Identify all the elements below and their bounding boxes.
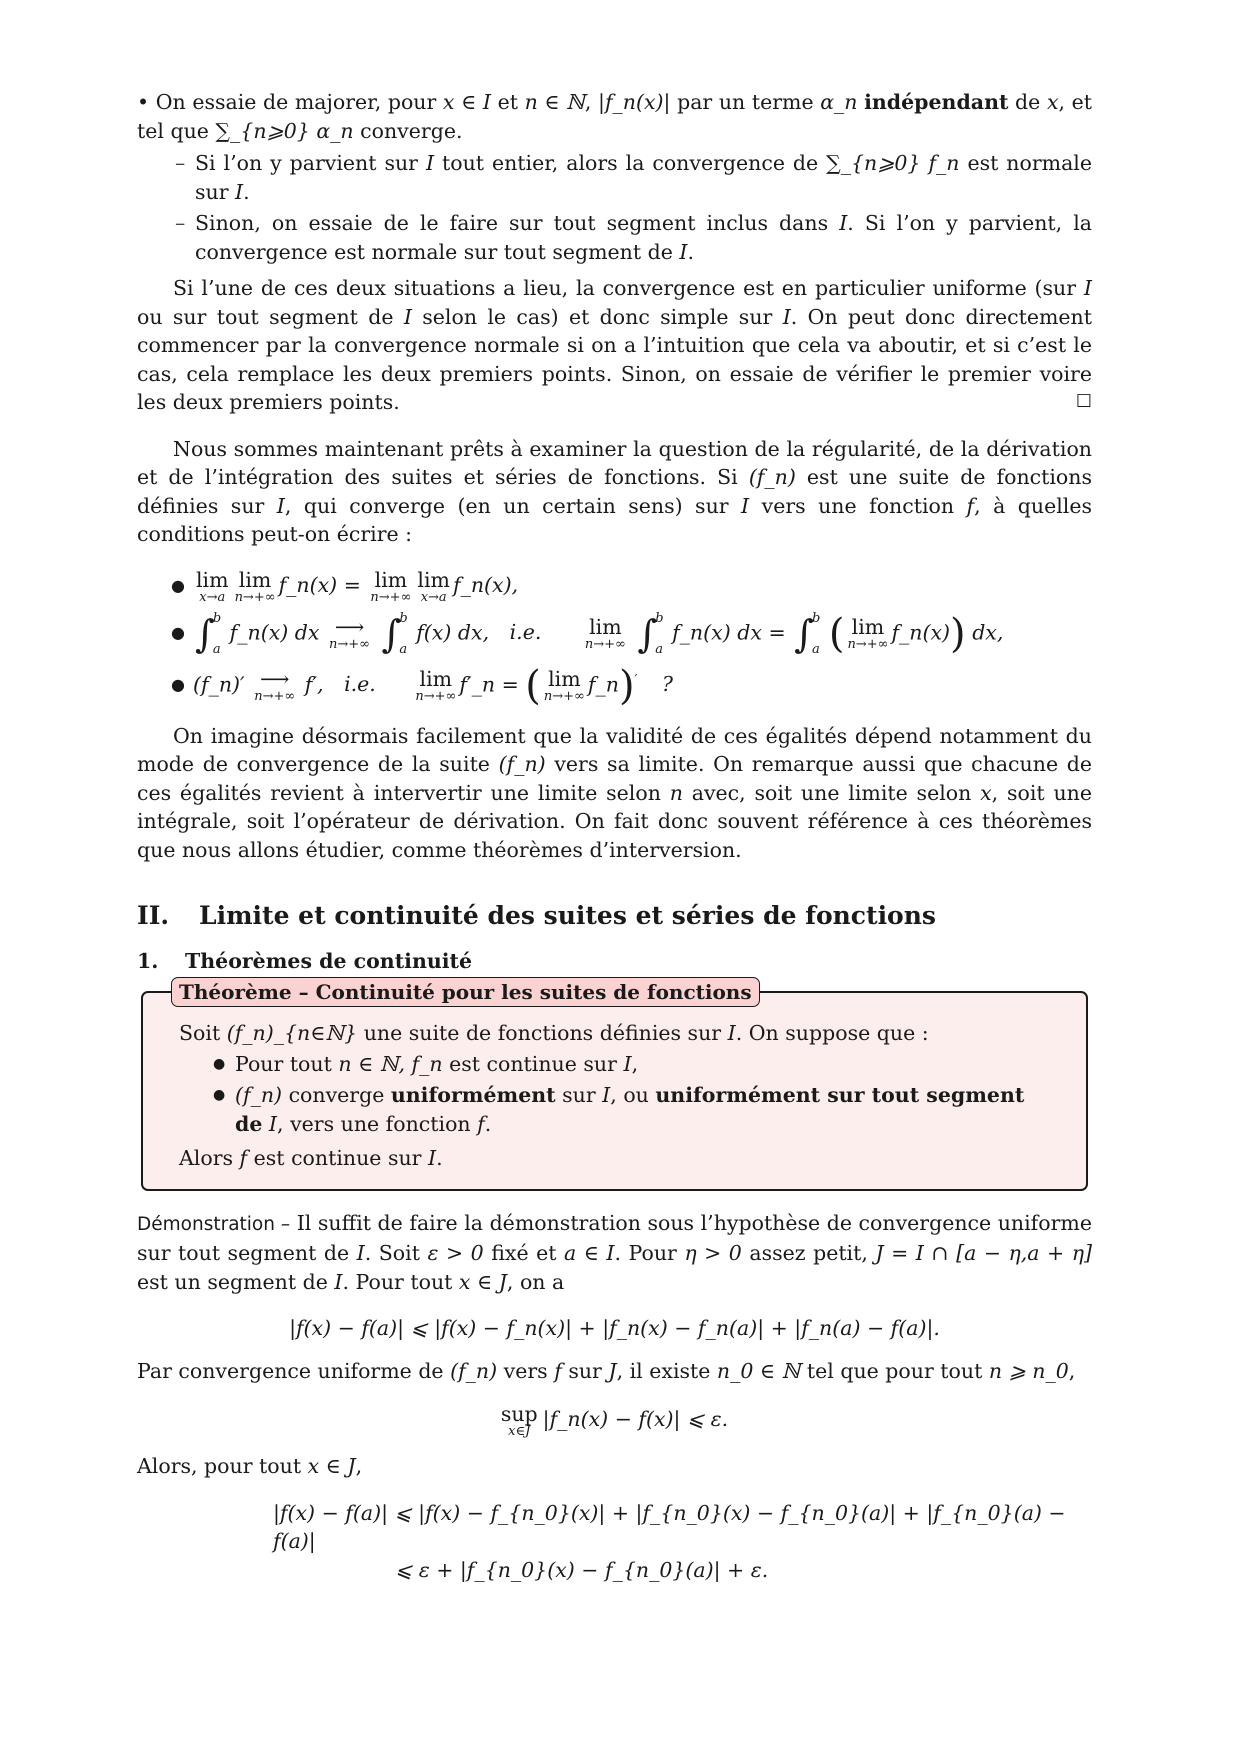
text: . Soit bbox=[364, 1241, 428, 1265]
proof-label: Démonstration – bbox=[137, 1213, 291, 1235]
paragraph-regularity bbox=[137, 435, 1092, 549]
paragraph-situations bbox=[137, 274, 1092, 417]
formula-body bbox=[193, 612, 1003, 656]
bullet-paragraph bbox=[137, 88, 1092, 145]
arrow-sub: n→+∞ bbox=[254, 689, 296, 704]
lim-sub: n→+∞ bbox=[415, 689, 457, 704]
math: J = I ∩ [a − η,a + η] bbox=[875, 1241, 1092, 1265]
big-paren: ) bbox=[950, 610, 966, 657]
lim-sub: x→a bbox=[420, 589, 447, 605]
text: , bbox=[355, 1454, 363, 1478]
subsection-heading bbox=[137, 947, 1092, 976]
big-paren: ( bbox=[525, 662, 541, 709]
dash-marker: – bbox=[175, 211, 186, 235]
prime: ′ bbox=[634, 672, 638, 688]
math: (f_n) bbox=[498, 752, 546, 776]
math: f_n(x) bbox=[278, 572, 338, 597]
math: I bbox=[427, 1146, 437, 1170]
math: f′, bbox=[304, 672, 324, 696]
question-mark: ? bbox=[662, 672, 674, 696]
bullet-marker: ● bbox=[213, 1087, 226, 1103]
hypothesis-item bbox=[213, 1081, 1050, 1138]
math: J bbox=[608, 1358, 617, 1383]
ie-text: i.e. bbox=[344, 672, 376, 696]
text: . Pour bbox=[614, 1241, 685, 1265]
aligned-line-2: ⩽ ε + |f_{n_0}(x) − f_{n_0}(a)| + ε. bbox=[395, 1557, 769, 1582]
math: I bbox=[741, 493, 750, 518]
display-equation-aligned bbox=[137, 1499, 1092, 1585]
text: . On peut donc directement commencer par la convergence normale si on a l’intuition que cela va aboutir, et si c’est le cas, cela remplace les deux premiers points. Sinon, on essaie de vérifier le premier voire les deux premiers points. bbox=[137, 304, 1092, 414]
int-glyph: ∫ bbox=[637, 611, 658, 656]
lower-bound: a bbox=[212, 641, 221, 657]
int-glyph: ∫ bbox=[794, 611, 814, 656]
text: sur bbox=[555, 1083, 603, 1107]
math: f bbox=[554, 1358, 562, 1383]
integral-sign bbox=[794, 612, 820, 656]
lim-word: lim bbox=[419, 667, 453, 691]
text: converge. bbox=[353, 118, 463, 143]
lim-sub: x→a bbox=[199, 589, 226, 605]
lower-bound: a bbox=[811, 641, 820, 657]
math: f_n(x) bbox=[891, 620, 951, 644]
int-glyph: ∫ bbox=[195, 611, 215, 656]
math: ∑_{n⩾0} α_n bbox=[215, 118, 354, 143]
upper-bound: b bbox=[399, 610, 408, 626]
subsection-number: 1. bbox=[137, 948, 159, 973]
text: Pour tout bbox=[235, 1051, 339, 1076]
math: f_n(x) bbox=[452, 572, 512, 597]
lower-bound: a bbox=[399, 641, 408, 657]
display-equation-triangle: |f(x) − f(a)| ⩽ |f(x) − f_n(x)| + |f_n(x) − f_n(a)| + |f_n(a) − f(a)|. bbox=[289, 1316, 940, 1340]
aligned-line-1: |f(x) − f(a)| ⩽ |f(x) − f_{n_0}(x)| + |f_{n_0}(x) − f_{n_0}(a)| + |f_{n_0}(a) − f(a)| bbox=[273, 1500, 1066, 1553]
text: fixé et bbox=[483, 1241, 564, 1265]
formula-body bbox=[193, 569, 518, 604]
text: . bbox=[243, 179, 250, 204]
bullet-marker: ● bbox=[171, 675, 185, 695]
theorem-box bbox=[141, 980, 1088, 1191]
math: = bbox=[768, 620, 786, 644]
int-bounds bbox=[399, 612, 407, 656]
interversion-formulas bbox=[171, 569, 1092, 708]
theorem-hypotheses bbox=[179, 1050, 1050, 1139]
math: I bbox=[602, 1083, 611, 1107]
text: , à quelles conditions peut-on écrire : bbox=[137, 493, 1093, 546]
math: I bbox=[782, 304, 791, 329]
text: vers une fonction bbox=[749, 493, 967, 518]
lim-operator bbox=[544, 668, 585, 703]
math: dx, bbox=[972, 620, 1004, 644]
math: n_0 ∈ ℕ bbox=[716, 1358, 801, 1383]
lim-word: lim bbox=[417, 567, 450, 592]
bullet-marker: ● bbox=[171, 575, 185, 595]
upper-bound: b bbox=[655, 610, 664, 626]
text: Si l’une de ces deux situations a lieu, la convergence est en particulier uniforme (sur bbox=[173, 276, 1084, 300]
theorem-conclusion bbox=[179, 1144, 1050, 1173]
section-title: Limite et continuité des suites et séries de fonctions bbox=[199, 901, 936, 930]
math: f bbox=[966, 493, 975, 518]
lim-sub: n→+∞ bbox=[234, 589, 276, 605]
subsection-title: Théorèmes de continuité bbox=[185, 948, 473, 973]
text: tout entier, alors la convergence de bbox=[434, 151, 827, 175]
text: . On suppose que : bbox=[735, 1021, 929, 1045]
lim-word: lim bbox=[589, 615, 622, 639]
text: tel que pour tout bbox=[800, 1358, 989, 1383]
text: , bbox=[584, 90, 599, 114]
lim-sub: n→+∞ bbox=[543, 689, 585, 704]
lim-operator bbox=[370, 569, 411, 604]
lim-sub: n→+∞ bbox=[370, 589, 412, 605]
int-bounds bbox=[812, 612, 820, 656]
sup-sub: x∈J bbox=[508, 1424, 531, 1439]
text: , vers une fonction bbox=[277, 1111, 478, 1136]
math: f_n bbox=[587, 672, 619, 696]
math: f′_n bbox=[459, 672, 496, 696]
integral-sign bbox=[637, 612, 663, 656]
ie-text: i.e. bbox=[509, 620, 542, 644]
arrow-operator bbox=[329, 616, 370, 651]
math: x ∈ J bbox=[458, 1269, 507, 1294]
text: sur bbox=[561, 1358, 609, 1383]
text: selon le cas) et donc simple sur bbox=[411, 304, 783, 329]
bold-text: uniformément sur tout segment de bbox=[235, 1083, 1025, 1136]
math: = bbox=[343, 572, 361, 597]
math: I bbox=[679, 239, 688, 264]
lim-operator bbox=[417, 569, 450, 604]
math: I bbox=[839, 211, 848, 235]
formula-body bbox=[193, 664, 673, 708]
text: , on a bbox=[506, 1269, 565, 1294]
text: est continue sur bbox=[442, 1051, 624, 1076]
dash-marker: – bbox=[175, 151, 186, 175]
math: x bbox=[980, 780, 992, 805]
lim-operator bbox=[415, 668, 456, 703]
math: x ∈ I bbox=[442, 90, 491, 114]
text: , qui converge (en un certain sens) sur bbox=[284, 493, 742, 518]
text: est normale sur bbox=[195, 151, 1092, 204]
text: assez petit, bbox=[741, 1241, 876, 1265]
dash-list bbox=[137, 149, 1092, 266]
text: Nous sommes maintenant prêts à examiner la question de la régularité, de la dérivation et de l’intégration des suites et séries de fonctions. Si bbox=[137, 436, 1092, 489]
math: (f_n)_{n∈ℕ} bbox=[226, 1021, 358, 1045]
int-glyph: ∫ bbox=[381, 611, 402, 656]
hypothesis-item bbox=[213, 1050, 1050, 1079]
text: est un segment de bbox=[137, 1269, 335, 1294]
text: , ou bbox=[610, 1083, 656, 1107]
text: est une suite de fonctions définies sur bbox=[137, 465, 1093, 518]
math: n bbox=[669, 780, 683, 805]
math: α_n bbox=[820, 90, 858, 114]
bold-text: indépendant bbox=[864, 90, 1009, 114]
text: une suite de fonctions définies sur bbox=[357, 1021, 728, 1045]
qed-square: ☐ bbox=[1075, 391, 1092, 412]
text: converge bbox=[282, 1083, 391, 1107]
text: . Si l’on y parvient, la convergence est normale sur tout segment de bbox=[195, 211, 1092, 264]
math: I bbox=[1083, 276, 1092, 300]
math: I bbox=[356, 1241, 365, 1265]
lim-sub: n→+∞ bbox=[847, 637, 889, 652]
big-paren: ( bbox=[828, 610, 845, 657]
lim-sub: n→+∞ bbox=[584, 637, 626, 652]
math: (f_n) bbox=[748, 465, 796, 489]
math: I bbox=[334, 1269, 343, 1294]
math: f bbox=[239, 1146, 248, 1170]
math: I bbox=[276, 493, 285, 518]
math: ∑_{n⩾0} f_n bbox=[826, 151, 960, 175]
math: (f_n)′ bbox=[193, 672, 245, 696]
bold-text: uniformément bbox=[390, 1083, 556, 1107]
text: Si l’on y parvient sur bbox=[195, 151, 426, 175]
text: de bbox=[1008, 90, 1047, 114]
math: x bbox=[1046, 90, 1059, 114]
big-paren: ) bbox=[618, 662, 635, 709]
formula-integrals bbox=[171, 612, 1092, 656]
proof-paragraph bbox=[137, 1209, 1092, 1297]
arrow-operator bbox=[254, 668, 295, 703]
lim-word: lim bbox=[548, 667, 581, 691]
math: I bbox=[268, 1111, 278, 1136]
text: et bbox=[490, 90, 525, 114]
lim-operator bbox=[196, 569, 229, 604]
text: vers bbox=[497, 1358, 555, 1383]
display-equation-sup bbox=[137, 1403, 1092, 1438]
math: η > 0 bbox=[684, 1241, 742, 1265]
sup-word: sup bbox=[500, 1402, 538, 1426]
math: f_n(x) dx bbox=[672, 620, 762, 644]
math: n ∈ ℕ, f_n bbox=[338, 1051, 443, 1076]
text: Par convergence uniforme de bbox=[137, 1358, 451, 1383]
text: , bbox=[631, 1051, 639, 1076]
proof-paragraph-then bbox=[137, 1452, 1092, 1481]
formula-derivatives bbox=[171, 664, 1092, 708]
math: I bbox=[235, 179, 244, 204]
lim-operator bbox=[585, 616, 626, 651]
arrow: ⟶ bbox=[260, 667, 290, 691]
dash-item bbox=[175, 209, 1092, 266]
dash-item bbox=[175, 149, 1092, 206]
math: |f_n(x) − f(x)| ⩽ ε. bbox=[542, 1407, 729, 1431]
math: a ∈ I bbox=[563, 1241, 615, 1265]
text: . bbox=[484, 1111, 492, 1136]
lim-word: lim bbox=[238, 567, 272, 592]
formula-limits bbox=[171, 569, 1092, 604]
math: I bbox=[403, 304, 412, 329]
text: Alors, pour tout bbox=[137, 1454, 308, 1478]
text: ou sur tout segment de bbox=[137, 304, 404, 329]
text: , il existe bbox=[616, 1358, 717, 1383]
math: n ⩾ n_0 bbox=[988, 1358, 1069, 1383]
text: avec, soit une limite selon bbox=[682, 780, 981, 805]
math: , bbox=[511, 572, 519, 597]
math: I bbox=[623, 1051, 632, 1076]
lim-operator bbox=[847, 616, 888, 651]
lower-bound: a bbox=[655, 641, 663, 657]
text: Alors bbox=[179, 1146, 240, 1170]
text: On imagine désormais facilement que la validité de ces égalités dépend notamment du mode de convergence de la suite bbox=[137, 723, 1092, 776]
theorem-intro bbox=[179, 1019, 1050, 1048]
math: |f_n(x)| bbox=[598, 90, 671, 114]
upper-bound: b bbox=[212, 610, 222, 626]
section-heading bbox=[137, 902, 1092, 931]
text: Sinon, on essaie de le faire sur tout segment inclus dans bbox=[195, 211, 840, 235]
sup-operator bbox=[501, 1403, 538, 1438]
math: (f_n) bbox=[235, 1083, 283, 1107]
document-page bbox=[137, 88, 1092, 1584]
math: x ∈ J bbox=[307, 1454, 356, 1478]
proof-paragraph-uniform bbox=[137, 1357, 1092, 1386]
math: ε > 0 bbox=[427, 1241, 484, 1265]
int-bounds bbox=[655, 612, 663, 656]
paragraph-interversion bbox=[137, 722, 1092, 865]
math: f(x) dx, bbox=[416, 620, 490, 644]
text: • On essaie de majorer, pour bbox=[137, 90, 443, 114]
text: par un terme bbox=[670, 90, 821, 114]
text: . Pour tout bbox=[342, 1269, 459, 1294]
upper-bound: b bbox=[811, 610, 821, 626]
text: . bbox=[687, 239, 695, 264]
lim-word: lim bbox=[196, 567, 229, 592]
int-bounds bbox=[213, 612, 221, 656]
text: Soit bbox=[179, 1021, 227, 1045]
theorem-title: Théorème – Continuité pour les suites de fonctions bbox=[171, 977, 760, 1007]
math: I bbox=[727, 1021, 736, 1045]
text: est continue sur bbox=[247, 1146, 428, 1170]
section-number: II. bbox=[137, 901, 170, 930]
math: f bbox=[477, 1111, 485, 1136]
math: n ∈ ℕ bbox=[524, 90, 585, 114]
math: = bbox=[501, 672, 519, 696]
lim-word: lim bbox=[374, 567, 408, 592]
integral-sign bbox=[382, 612, 408, 656]
lim-word: lim bbox=[851, 615, 885, 639]
text: , bbox=[1068, 1358, 1076, 1383]
text: , et tel que bbox=[137, 90, 1092, 143]
arrow: ⟶ bbox=[334, 615, 365, 639]
integral-sign bbox=[195, 612, 221, 656]
text: vers sa limite. On remarque aussi que chacune de ces égalités revient à intervertir une limite selon bbox=[137, 752, 1093, 805]
math: (f_n) bbox=[450, 1358, 498, 1383]
bullet-marker: ● bbox=[213, 1055, 226, 1072]
math: I bbox=[425, 151, 435, 175]
text: Il suffit de faire la démonstration sous l’hypothèse de convergence uniforme sur tout segment de bbox=[137, 1210, 1092, 1265]
math: f_n(x) dx bbox=[229, 620, 320, 644]
bullet-marker: ● bbox=[171, 623, 185, 643]
text: . bbox=[436, 1146, 443, 1170]
arrow-sub: n→+∞ bbox=[329, 637, 371, 652]
lim-operator bbox=[235, 569, 276, 604]
text: , soit une intégrale, soit l’opérateur de dérivation. On fait donc souvent référence à ces théorèmes que nous allons étudier, comme théorèmes d’interversion. bbox=[137, 780, 1092, 862]
